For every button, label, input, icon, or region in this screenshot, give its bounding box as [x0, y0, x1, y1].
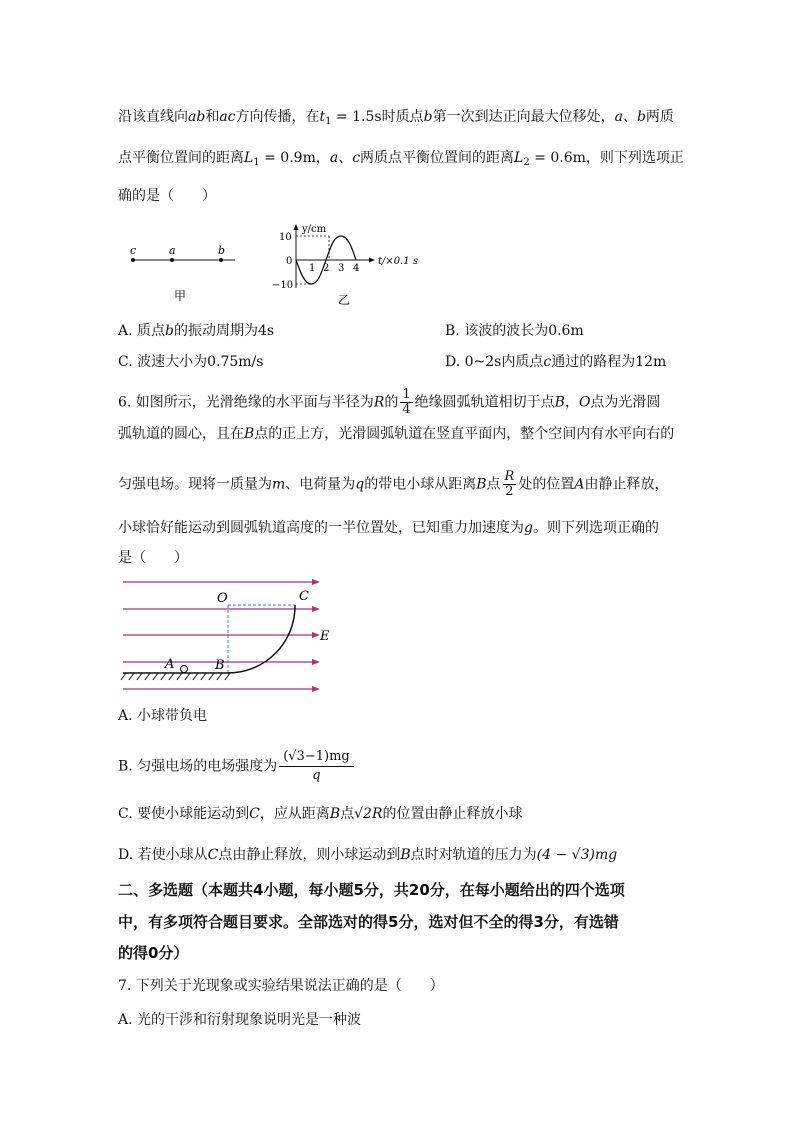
label-C: C [299, 589, 309, 604]
field-arrow-1 [312, 579, 320, 585]
q6-stem-line-5: 是（ ） [118, 550, 188, 566]
yi-ytick-top: 10 [279, 232, 292, 243]
yi-ytick-bottom: −10 [272, 280, 294, 291]
yi-xtick-1: 1 [309, 263, 316, 274]
q6-stem-line-4: 小球恰好能运动到圆弧轨道高度的一半位置处，已知重力加速度为g。则下列选项正确的 [118, 520, 659, 536]
q7-option-a[interactable]: A. 光的干涉和衍射现象说明光是一种波 [118, 1012, 362, 1028]
quarter-arc-track [228, 605, 295, 673]
label-E: E [320, 629, 330, 644]
yi-x-arrow [369, 258, 375, 263]
q6-fraction-r-half: $\frac{R}{2}$ [504, 469, 515, 499]
label-a: a [169, 244, 176, 257]
q5-stem-line-1: 沿该直线向ab和ac方向传播，在$t_1 = 1.5s$时质点b第一次到达正向最大位移处，a、b两质 [118, 109, 674, 127]
q6-option-a[interactable]: A. 小球带负电 [118, 708, 208, 724]
figure-q6-field [118, 572, 348, 697]
label-b: b [218, 244, 226, 257]
label-c: c [130, 244, 137, 257]
field-arrow-2 [312, 606, 320, 612]
point-c [131, 258, 135, 262]
field-arrow-4 [312, 659, 320, 665]
label-B: B [215, 658, 225, 673]
q5-option-b[interactable]: B. 该波的波长为0.6m [445, 323, 584, 339]
q6-stem-line-2: 弧轨道的圆心，且在B点的正上方，光滑圆弧轨道在竖直平面内，整个空间内有水平向右的 [118, 426, 675, 442]
q6-stem-line-3: 匀强电场。现将一质量为m、电荷量为q的带电小球从距离B点 $\frac{R}{2}$ 处的位置A由静止释放， [118, 469, 669, 499]
yi-xlabel: t/×0.1 s [378, 256, 418, 267]
field-arrow-5 [312, 686, 320, 692]
q5-option-c[interactable]: C. 波速大小为0.75m/s [118, 354, 264, 370]
q6-optb-fraction: $\frac{(√3-1)mg}{q}$ [279, 750, 354, 783]
q6-option-b[interactable]: B. 匀强电场的电场强度为 $\frac{(√3-1)mg}{q}$ [118, 750, 356, 783]
caption-jia: 甲 [174, 289, 187, 303]
q5-option-d[interactable]: D. 0~2s内质点c通过的路程为12m [445, 354, 667, 370]
caption-yi: 乙 [338, 293, 351, 307]
section2-header-line-2: 中，有多项符合题目要求。全部选对的得5分，选对但不全的得3分，有选错 [118, 913, 619, 931]
yi-ytick-zero: 0 [286, 256, 293, 267]
q5-stem-line-3: 确的是（ ） [118, 188, 216, 204]
point-a [170, 258, 174, 262]
yi-xtick-3: 3 [338, 263, 345, 274]
q6-fraction-quarter: $\frac{1}{4}$ [402, 387, 411, 417]
section2-header-line-3: 的得0分） [118, 944, 189, 962]
ground-hatching [121, 673, 230, 680]
field-arrow-3 [312, 632, 320, 638]
label-A: A [165, 657, 175, 672]
q6-option-c[interactable]: C. 要使小球能运动到C，应从距离B点√2R的位置由静止释放小球 [118, 806, 523, 822]
section2-header-line-1: 二、多选题（本题共4小题，每小题5分，共20分，在每小题给出的四个选项 [118, 881, 625, 899]
figure-yi [268, 222, 438, 310]
q6-option-d[interactable]: D. 若使小球从C点由静止释放，则小球运动到B点时对轨道的压力为(4 − √3)mg [118, 847, 618, 863]
label-O: O [217, 591, 228, 606]
figure-jia [120, 238, 250, 308]
yi-xtick-2: 2 [323, 263, 330, 274]
q5-stem-line-2: 点平衡位置间的距离$L_1 = 0.9m$，a、c两质点平衡位置间的距离$L_2 = 0.6m$，则下列选项正 [118, 150, 684, 168]
yi-ylabel: y/cm [302, 224, 327, 235]
q6-stem-line-1: 6. 如图所示，光滑绝缘的水平面与半径为R的 $\frac{1}{4}$ 绝缘圆弧轨道相切于点B，O点为光滑圆 [118, 387, 661, 417]
point-b [219, 258, 223, 262]
q5-option-a[interactable]: A. 质点b的振动周期为4s [118, 323, 275, 339]
yi-y-arrow [294, 224, 299, 230]
yi-xtick-4: 4 [353, 263, 360, 274]
q7-stem: 7. 下列关于光现象或实验结果说法正确的是（ ） [118, 978, 444, 994]
charged-ball [181, 666, 188, 673]
